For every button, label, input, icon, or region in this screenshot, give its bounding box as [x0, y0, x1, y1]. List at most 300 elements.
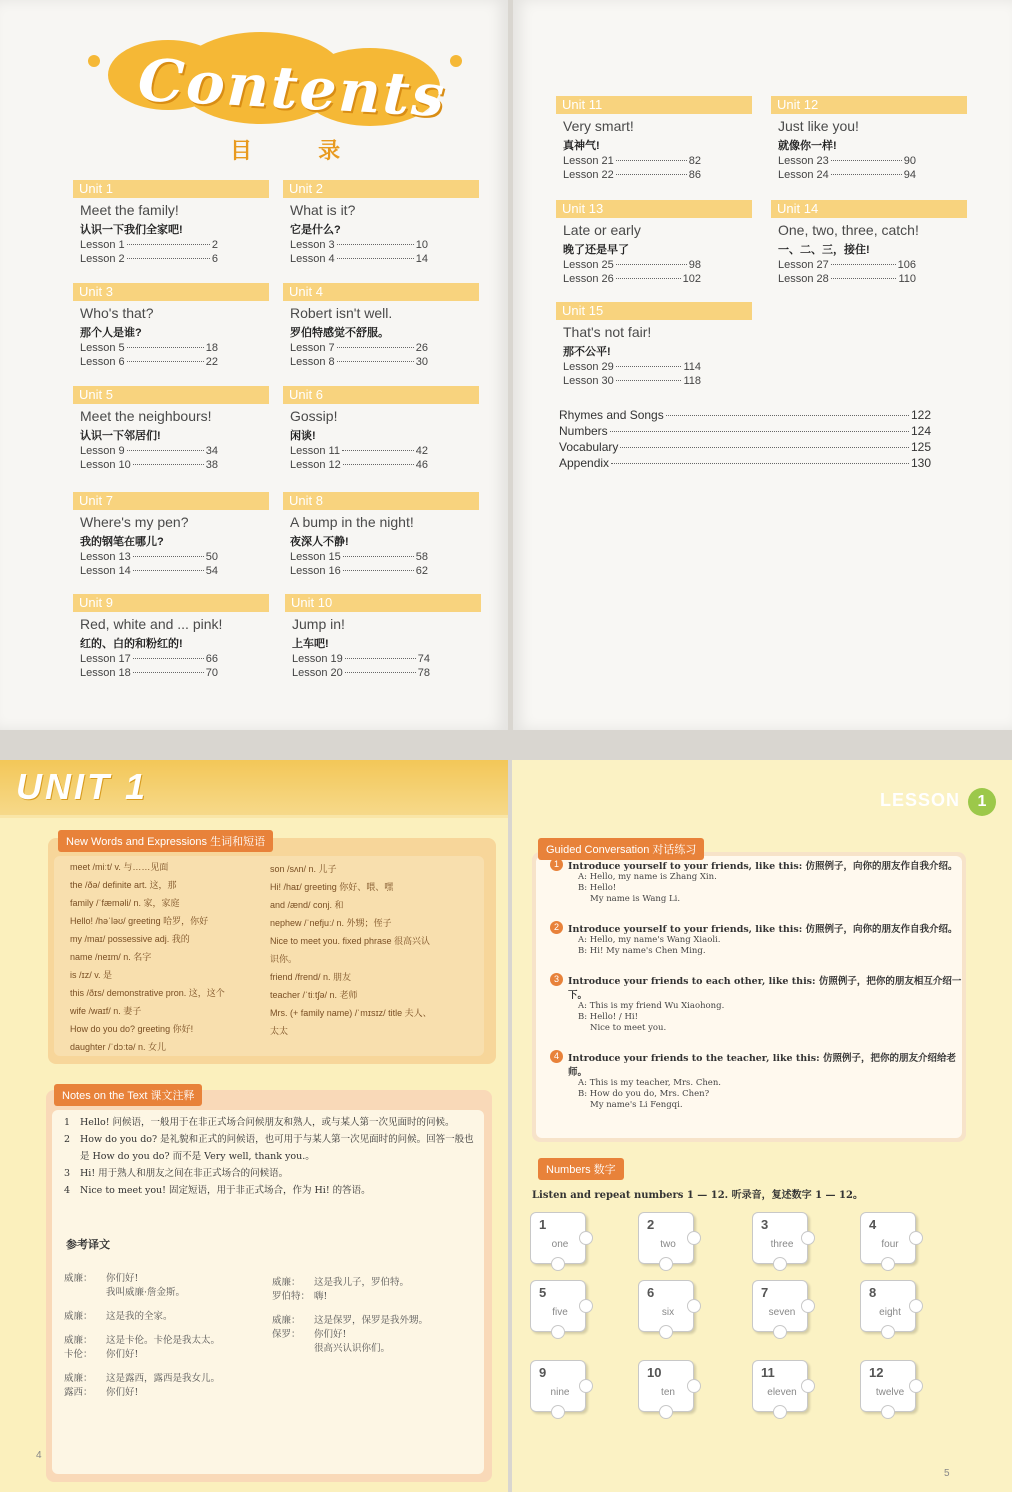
lesson-page: 58: [415, 551, 428, 563]
lesson-page: 118: [683, 375, 701, 387]
contents-cn-title: 目 录: [230, 138, 371, 163]
translation-speaker: 威廉：: [64, 1311, 93, 1322]
translation-lines: 这是露西，露西是我女儿。 你们好!: [106, 1373, 221, 1398]
puzzle-word: ten: [661, 1387, 675, 1398]
word-entry: friend /frend/ n. 朋友: [270, 972, 352, 982]
unit-label: Unit 4: [283, 283, 479, 301]
toc-unit[interactable]: [556, 200, 752, 285]
word-entry: name /neɪm/ n. 名字: [70, 952, 152, 962]
toc-lesson-row[interactable]: [73, 551, 218, 563]
number-puzzle-piece[interactable]: [752, 1280, 808, 1332]
toc-unit[interactable]: [283, 180, 479, 265]
lesson-name: Lesson 14: [80, 565, 131, 577]
toc-lesson-row[interactable]: [73, 653, 218, 665]
lesson-page: 6: [211, 253, 218, 265]
title-dot: [450, 55, 462, 67]
lesson-page: 46: [415, 459, 428, 471]
lesson-name: Lesson 19: [292, 653, 343, 665]
dialog-line: A: This is my friend Wu Xiaohong.: [578, 1001, 725, 1011]
unit-label: Unit 13: [556, 200, 752, 218]
toc-lesson-row[interactable]: [73, 239, 218, 251]
puzzle-word: twelve: [875, 1387, 905, 1398]
toc-lesson-row[interactable]: [556, 375, 701, 387]
dot-leader: [616, 366, 682, 367]
dot-leader: [831, 160, 902, 161]
toc-lesson-row[interactable]: [771, 273, 916, 285]
unit-cn-title: 上车吧!: [292, 638, 329, 650]
dot-leader: [343, 464, 414, 465]
note-item: [64, 1165, 474, 1182]
toc-lesson-row[interactable]: [556, 155, 701, 167]
unit-label: Unit 6: [283, 386, 479, 404]
unit-title: Red, white and ... pink!: [80, 616, 223, 632]
guided-instruction: Introduce yourself to your friends, like this: 仿照例子，向你的朋友作自我介绍。: [568, 861, 958, 872]
translation-speaker: 威廉：: [64, 1273, 93, 1284]
toc-unit[interactable]: [73, 492, 269, 577]
dot-leader: [616, 264, 687, 265]
guided-number: 2: [550, 921, 563, 934]
lesson-page: 62: [415, 565, 428, 577]
note-number: 3: [64, 1168, 71, 1179]
notes-list: [64, 1114, 474, 1199]
lesson-name: Lesson 26: [563, 273, 614, 285]
guided-instruction: Introduce your friends to the teacher, like this: 仿照例子，把你的朋友介绍给老师。: [568, 1053, 956, 1078]
lesson-name: Lesson 3: [290, 239, 335, 251]
toc-extra-row[interactable]: [559, 456, 931, 470]
note-text: Hello! 问候语，一般用于在非正式场合问候朋友和熟人，或与某人第一次见面时的问候。: [80, 1117, 455, 1128]
word-entry: son /sʌn/ n. 儿子: [270, 864, 337, 874]
translation-row: [64, 1272, 264, 1300]
note-item: [64, 1131, 474, 1165]
title-dot: [88, 55, 100, 67]
toc-unit[interactable]: [771, 96, 967, 181]
unit-cn-title: 真神气!: [563, 140, 600, 152]
puzzle-word: seven: [768, 1307, 796, 1318]
dot-leader: [127, 361, 204, 362]
lesson-name: Lesson 4: [290, 253, 335, 265]
unit-cn-title: 那个人是谁?: [80, 327, 142, 339]
lesson-page: 102: [682, 273, 701, 285]
extra-name: Appendix: [559, 456, 610, 470]
guided-dialog: [568, 1001, 962, 1034]
unit-title: A bump in the night!: [290, 514, 414, 530]
unit-title: Very smart!: [563, 118, 634, 134]
extra-name: Vocabulary: [559, 440, 619, 454]
dot-leader: [127, 347, 204, 348]
translation-row: [64, 1334, 264, 1362]
toc-unit[interactable]: [556, 96, 752, 181]
lesson-name: Lesson 8: [290, 356, 335, 368]
toc-unit[interactable]: [283, 283, 479, 368]
puzzle-word: five: [552, 1307, 568, 1318]
lesson-name: Lesson 5: [80, 342, 125, 354]
lesson-page: 34: [205, 445, 218, 457]
unit-cn-title: 我的钢笔在哪儿?: [80, 536, 164, 548]
unit-title: Robert isn't well.: [290, 305, 393, 321]
lesson-name: Lesson 12: [290, 459, 341, 471]
unit-cn-title: 夜深人不静!: [290, 536, 349, 548]
puzzle-number: 2: [647, 1217, 655, 1232]
translation-lines: 这是我儿子，罗伯特。 嗨!: [314, 1277, 410, 1302]
dot-leader: [345, 672, 416, 673]
lesson-number-badge: 1: [968, 788, 996, 816]
toc-unit[interactable]: [283, 492, 479, 577]
lesson-name: Lesson 10: [80, 459, 131, 471]
translation-column-1: [64, 1272, 264, 1410]
unit-title: Who's that?: [80, 305, 154, 321]
lesson-page: 74: [417, 653, 430, 665]
dot-leader: [343, 556, 414, 557]
lesson-page: 18: [205, 342, 218, 354]
lesson-page: 94: [903, 169, 916, 181]
unit-cn-title: 一、二、三，接住!: [778, 244, 870, 256]
guided-number: 1: [550, 858, 563, 871]
guided-item: [542, 1050, 962, 1111]
lesson-name: Lesson 18: [80, 667, 131, 679]
extra-page: 125: [910, 440, 931, 454]
dot-leader: [133, 658, 204, 659]
lesson-name: Lesson 2: [80, 253, 125, 265]
dot-leader: [345, 658, 416, 659]
lesson-page: 30: [415, 356, 428, 368]
translation-lines: 你们好! 我叫威廉·詹金斯。: [106, 1273, 186, 1298]
puzzle-number: 9: [539, 1365, 547, 1380]
lesson-left-page: [0, 760, 508, 1492]
lesson-name: Lesson 21: [563, 155, 614, 167]
dot-leader: [620, 447, 909, 448]
lesson-page: 38: [205, 459, 218, 471]
toc-lesson-row[interactable]: [283, 551, 428, 563]
toc-lesson-row[interactable]: [283, 239, 428, 251]
extra-name: Rhymes and Songs: [559, 408, 664, 422]
puzzle-word: two: [660, 1239, 676, 1250]
toc-lesson-row[interactable]: [283, 253, 428, 265]
unit-title: Jump in!: [292, 616, 345, 632]
word-entry: my /maɪ/ possessive adj. 我的: [70, 934, 190, 944]
toc-lesson-row[interactable]: [556, 259, 701, 271]
toc-unit[interactable]: [283, 386, 479, 471]
note-item: [64, 1114, 474, 1131]
guided-number: 3: [550, 973, 563, 986]
toc-lesson-row[interactable]: [73, 356, 218, 368]
extra-page: 122: [910, 408, 931, 422]
dialog-line: A: Hello, my name is Zhang Xin.: [578, 872, 717, 882]
toc-lesson-row[interactable]: [73, 565, 218, 577]
toc-lesson-row[interactable]: [283, 445, 428, 457]
words-column-1: [70, 858, 270, 1056]
puzzle-knob: [659, 1325, 673, 1339]
unit-cn-title: 红的、白的和粉红的!: [80, 638, 183, 650]
dot-leader: [337, 361, 414, 362]
number-puzzle-piece[interactable]: [860, 1360, 916, 1412]
extra-name: Numbers: [559, 424, 608, 438]
guided-item: [542, 858, 962, 905]
toc-lesson-row[interactable]: [283, 459, 428, 471]
unit-banner-title: UNIT 1: [16, 766, 149, 807]
puzzle-knob: [551, 1405, 565, 1419]
lesson-name: Lesson 25: [563, 259, 614, 271]
unit-title: What is it?: [290, 202, 356, 218]
puzzle-knob: [551, 1257, 565, 1271]
translation-speaker: 威廉： 罗伯特：: [272, 1277, 311, 1302]
dialog-line: A: Hello, my name's Wang Xiaoli.: [578, 935, 721, 945]
dialog-line: B: Hi! My name's Chen Ming.: [578, 946, 706, 956]
puzzle-number: 5: [539, 1285, 547, 1300]
translation-lines: 这是保罗，保罗是我外甥。 你们好! 很高兴认识你们。: [314, 1315, 429, 1354]
dot-leader: [343, 570, 414, 571]
unit-label: Unit 8: [283, 492, 479, 510]
translation-title: 参考译文: [66, 1239, 110, 1251]
lesson-name: Lesson 9: [80, 445, 125, 457]
toc-lesson-row[interactable]: [73, 253, 218, 265]
toc-extra-row[interactable]: [559, 424, 931, 438]
number-puzzle-piece[interactable]: [860, 1280, 916, 1332]
unit-label: Unit 7: [73, 492, 269, 510]
lesson-name: Lesson 28: [778, 273, 829, 285]
toc-extra-row[interactable]: [559, 440, 931, 454]
lesson-name: Lesson 24: [778, 169, 829, 181]
unit-cn-title: 它是什么?: [290, 224, 341, 236]
guided-tag: Guided Conversation 对话练习: [538, 838, 704, 860]
lesson-name: Lesson 30: [563, 375, 614, 387]
puzzle-word: eleven: [767, 1387, 797, 1398]
word-entry: Nice to meet you. fixed phrase 很高兴认: [270, 936, 431, 946]
toc-lesson-row[interactable]: [73, 667, 218, 679]
new-words-tag: New Words and Expressions 生词和短语: [58, 830, 273, 852]
dot-leader: [611, 463, 909, 464]
toc-unit[interactable]: [556, 302, 752, 387]
number-puzzle-piece[interactable]: [530, 1280, 586, 1332]
toc-lesson-row[interactable]: [556, 273, 701, 285]
toc-lesson-row[interactable]: [283, 342, 428, 354]
dialog-line: Nice to meet you.: [590, 1023, 667, 1033]
guided-list: [542, 858, 962, 1127]
number-puzzle-piece[interactable]: [638, 1212, 694, 1264]
dot-leader: [127, 450, 204, 451]
extra-page: 124: [910, 424, 931, 438]
puzzle-knob: [881, 1325, 895, 1339]
note-number: 4: [64, 1185, 71, 1196]
translation-row: [272, 1314, 482, 1356]
dot-leader: [616, 278, 681, 279]
lesson-page: 70: [205, 667, 218, 679]
toc-lesson-row[interactable]: [283, 356, 428, 368]
unit-title: Meet the family!: [80, 202, 179, 218]
puzzle-knob: [551, 1325, 565, 1339]
puzzle-knob: [659, 1257, 673, 1271]
lesson-label: LESSON: [879, 790, 960, 810]
lesson-name: Lesson 15: [290, 551, 341, 563]
unit-cn-title: 那不公平!: [563, 346, 611, 358]
translation-speaker: 威廉： 露西：: [64, 1373, 93, 1398]
lesson-page: 22: [205, 356, 218, 368]
unit-cn-title: 晚了还是早了: [563, 244, 629, 256]
guided-instruction: Introduce your friends to each other, like this: 仿照例子，把你的朋友相互介绍一下。: [568, 976, 962, 1001]
puzzle-word: four: [881, 1239, 899, 1250]
lesson-name: Lesson 6: [80, 356, 125, 368]
note-text: Hi! 用于熟人和朋友之间在非正式场合的问候语。: [80, 1168, 289, 1179]
puzzle-knob: [773, 1325, 787, 1339]
puzzle-knob: [659, 1405, 673, 1419]
puzzle-knob: [773, 1405, 787, 1419]
toc-unit[interactable]: [285, 594, 481, 679]
puzzle-number: 7: [761, 1285, 769, 1300]
number-puzzle-piece[interactable]: [530, 1212, 586, 1264]
translation-row: [272, 1276, 482, 1304]
dot-leader: [127, 258, 210, 259]
unit-label: Unit 5: [73, 386, 269, 404]
unit-cn-title: 认识一下我们全家吧!: [80, 224, 183, 236]
lesson-page: 14: [415, 253, 428, 265]
dot-leader: [133, 672, 204, 673]
note-text: Nice to meet you! 固定短语，用于非正式场合，作为 Hi! 的答语。: [80, 1185, 371, 1196]
toc-lesson-row[interactable]: [285, 667, 430, 679]
numbers-tag: Numbers 数字: [538, 1158, 624, 1180]
toc-right-page: [513, 0, 1012, 730]
dot-leader: [616, 174, 687, 175]
guided-item: [542, 921, 962, 957]
unit-title: Meet the neighbours!: [80, 408, 212, 424]
lesson-page: 50: [205, 551, 218, 563]
unit-label: Unit 11: [556, 96, 752, 114]
lesson-page: 90: [903, 155, 916, 167]
lesson-page: 2: [211, 239, 218, 251]
toc-lesson-row[interactable]: [771, 259, 916, 271]
guided-instruction: Introduce yourself to your friends, like this: 仿照例子，向你的朋友作自我介绍。: [568, 924, 958, 935]
unit-label: Unit 3: [73, 283, 269, 301]
toc-unit[interactable]: [73, 180, 269, 265]
unit-label: Unit 10: [285, 594, 481, 612]
toc-unit[interactable]: [73, 594, 269, 679]
number-puzzle-piece[interactable]: [752, 1212, 808, 1264]
unit-label: Unit 1: [73, 180, 269, 198]
dialog-line: B: Hello! / Hi!: [578, 1012, 639, 1022]
lesson-page: 82: [688, 155, 701, 167]
extra-page: 130: [910, 456, 931, 470]
dot-leader: [337, 244, 414, 245]
dot-leader: [342, 450, 414, 451]
guided-dialog: [568, 935, 962, 957]
word-entry: and /ænd/ conj. 和: [270, 900, 344, 910]
dot-leader: [616, 160, 687, 161]
puzzle-word: eight: [879, 1307, 901, 1318]
dot-leader: [133, 556, 204, 557]
number-puzzle-piece[interactable]: [752, 1360, 808, 1412]
toc-extra-row[interactable]: [559, 408, 931, 422]
listen-instruction: Listen and repeat numbers 1 — 12. 听录音，复述数字 1 — 12。: [532, 1190, 863, 1201]
number-puzzle-piece[interactable]: [638, 1360, 694, 1412]
unit-title: Where's my pen?: [80, 514, 189, 530]
lesson-name: Lesson 27: [778, 259, 829, 271]
translation-row: [64, 1372, 264, 1400]
puzzle-number: 4: [869, 1217, 877, 1232]
puzzle-number: 3: [761, 1217, 769, 1232]
puzzle-knob: [773, 1257, 787, 1271]
unit-cn-title: 认识一下邻居们!: [80, 430, 161, 442]
word-entry: Mrs. (+ family name) /ˈmɪsɪz/ title 夫人、: [270, 1008, 432, 1018]
lesson-name: Lesson 13: [80, 551, 131, 563]
lesson-page: 110: [898, 273, 916, 285]
puzzle-number: 8: [869, 1285, 877, 1300]
translation-lines: 这是我的全家。: [106, 1311, 173, 1322]
page-number: 4: [36, 1450, 42, 1461]
unit-label: Unit 9: [73, 594, 269, 612]
number-puzzle-piece[interactable]: [530, 1360, 586, 1412]
puzzle-word: nine: [550, 1387, 570, 1398]
lesson-page: 54: [205, 565, 218, 577]
toc-unit[interactable]: [73, 386, 269, 471]
note-number: 2: [64, 1134, 71, 1145]
dot-leader: [831, 174, 902, 175]
notes-tag: Notes on the Text 课文注释: [54, 1084, 202, 1106]
guided-dialog: [568, 872, 962, 905]
word-entry: teacher /ˈtiːtʃə/ n. 老师: [270, 990, 358, 1000]
dot-leader: [610, 431, 909, 432]
guided-dialog: [568, 1078, 962, 1111]
unit-label: Unit 15: [556, 302, 752, 320]
toc-lesson-row[interactable]: [73, 342, 218, 354]
puzzle-number: 12: [869, 1365, 884, 1380]
lesson-name: Lesson 11: [290, 445, 340, 457]
word-entry: 识你。: [270, 954, 298, 964]
toc-lesson-row[interactable]: [73, 459, 218, 471]
lesson-page: 42: [415, 445, 428, 457]
toc-lesson-row[interactable]: [771, 155, 916, 167]
words-column-2: [270, 860, 490, 1040]
toc-lesson-row[interactable]: [771, 169, 916, 181]
toc-unit[interactable]: [73, 283, 269, 368]
unit-label: Unit 2: [283, 180, 479, 198]
puzzle-word: one: [551, 1239, 569, 1250]
unit-title: Gossip!: [290, 408, 338, 424]
puzzle-number: 6: [647, 1285, 655, 1300]
puzzle-number: 1: [539, 1217, 547, 1232]
unit-banner: [0, 760, 508, 818]
word-entry: daughter /ˈdɔːtə/ n. 女儿: [70, 1042, 167, 1052]
number-puzzle-piece[interactable]: [638, 1280, 694, 1332]
toc-lesson-row[interactable]: [283, 565, 428, 577]
word-entry: the /ðə/ definite art. 这，那: [70, 880, 177, 890]
unit-label: Unit 14: [771, 200, 967, 218]
toc-lesson-row[interactable]: [73, 445, 218, 457]
dialog-line: My name is Wang Li.: [590, 894, 681, 904]
toc-lesson-row[interactable]: [556, 169, 701, 181]
lesson-name: Lesson 1: [80, 239, 125, 251]
puzzle-knob: [881, 1405, 895, 1419]
unit-title: One, two, three, catch!: [778, 222, 919, 238]
lesson-page: 66: [205, 653, 218, 665]
word-entry: wife /waɪf/ n. 妻子: [70, 1006, 142, 1016]
number-puzzle-piece[interactable]: [860, 1212, 916, 1264]
lesson-name: Lesson 23: [778, 155, 829, 167]
dot-leader: [337, 258, 414, 259]
lesson-page: 106: [897, 259, 916, 271]
toc-unit[interactable]: [771, 200, 967, 285]
dot-leader: [337, 347, 414, 348]
unit-title: Just like you!: [778, 118, 859, 134]
dot-leader: [666, 415, 909, 416]
translation-lines: 这是卡伦。卡伦是我太太。 你们好!: [106, 1335, 221, 1360]
lesson-page: 10: [415, 239, 428, 251]
puzzle-number: 11: [761, 1365, 775, 1380]
page-number: 5: [944, 1468, 950, 1479]
toc-lesson-row[interactable]: [556, 361, 701, 373]
toc-lesson-row[interactable]: [285, 653, 430, 665]
dialog-line: B: How do you do, Mrs. Chen?: [578, 1089, 710, 1099]
unit-cn-title: 就像你一样!: [778, 140, 837, 152]
word-entry: Hello! /həˈləʊ/ greeting 哈罗，你好: [70, 916, 209, 926]
unit-cn-title: 罗伯特感觉不舒服。: [290, 327, 389, 339]
